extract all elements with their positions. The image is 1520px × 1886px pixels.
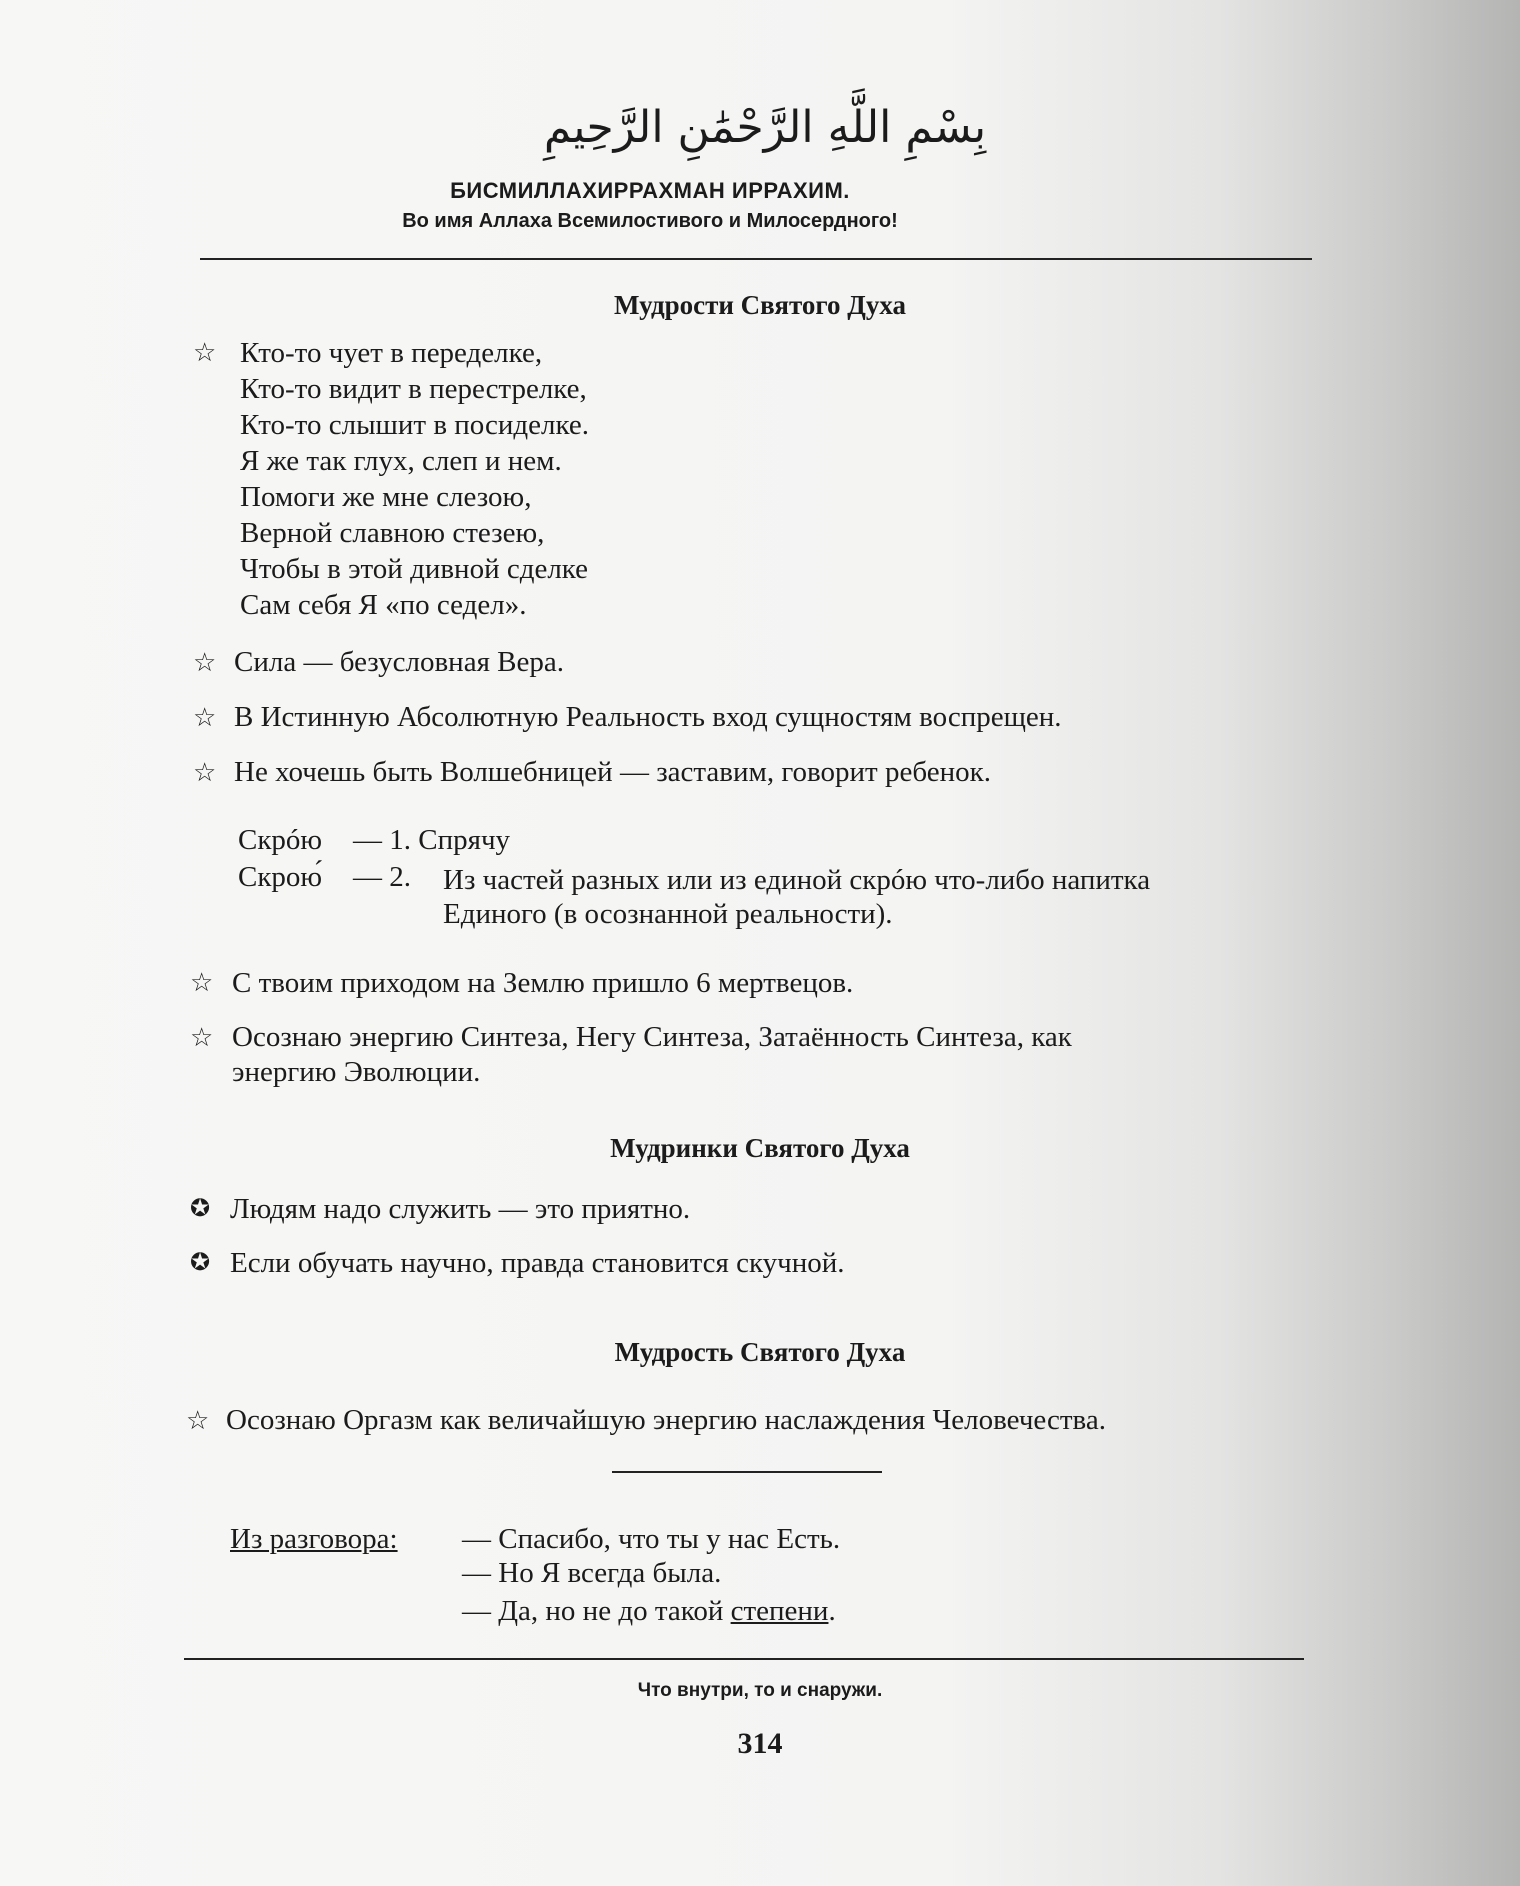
- definition-label: — 2.: [353, 861, 411, 893]
- wheel-icon: ✪: [190, 1196, 211, 1222]
- poem-line: Кто-то слышит в посиделке.: [240, 409, 589, 441]
- definition-text: Единого (в осознанной реальности).: [443, 898, 893, 930]
- conversation-text: — Да, но не до такой: [462, 1595, 731, 1627]
- poem-line: Помоги же мне слезою,: [240, 481, 532, 513]
- star-icon: ☆: [190, 968, 214, 997]
- header-divider: [200, 258, 1312, 260]
- section-title-wisdom-bits: Мудринки Святого Духа: [610, 1133, 910, 1163]
- saying-text: Если обучать научно, правда становится скучной.: [230, 1247, 845, 1279]
- saying-text: Сила — безусловная Вера.: [234, 646, 565, 678]
- saying-text: С твоим приходом на Землю пришло 6 мертвецов.: [232, 967, 854, 999]
- wheel-icon: ✪: [190, 1250, 211, 1276]
- conversation-text: .: [828, 1595, 836, 1627]
- conversation-line: — Но Я всегда была.: [462, 1557, 722, 1589]
- poem-line: Сам себя Я «по седел».: [240, 589, 527, 621]
- header-title: БИСМИЛЛАХИРРАХМАН ИРРАХИМ.: [450, 178, 850, 203]
- saying-text: В Истинную Абсолютную Реальность вход сущностям воспрещен.: [234, 701, 1062, 733]
- poem-line: Чтобы в этой дивной сделке: [240, 553, 589, 585]
- definition-text: — 1. Спрячу: [353, 824, 511, 856]
- poem-line: Кто-то чует в переделке,: [240, 337, 543, 369]
- star-icon: ☆: [193, 338, 217, 367]
- underlined-word: степени: [730, 1595, 829, 1627]
- conversation-label: Из разговора:: [230, 1523, 398, 1555]
- bismillah-arabic-text: بِسْمِ اللَّهِ الرَّحْمَٰنِ الرَّحِيمِ: [543, 102, 987, 153]
- header-subtitle: Во имя Аллаха Всемилостивого и Милосердного!: [402, 210, 898, 232]
- saying-text: энергию Эволюции.: [232, 1056, 481, 1088]
- footer-motto: Что внутри, то и снаружи.: [637, 1680, 883, 1701]
- bismillah-calligraphy: [543, 80, 987, 170]
- definition-word: Скрою́: [238, 861, 323, 893]
- poem-line: Кто-то видит в перестрелке,: [240, 373, 587, 405]
- section-title-wisdoms: Мудрости Святого Духа: [614, 290, 906, 320]
- star-icon: ☆: [193, 758, 217, 787]
- star-icon: ☆: [186, 1406, 210, 1435]
- saying-text: Осознаю Оргазм как величайшую энергию наслаждения Человечества.: [226, 1404, 1106, 1436]
- poem-line: Я же так глух, слеп и нем.: [240, 445, 562, 477]
- saying-text: Осознаю энергию Синтеза, Негу Синтеза, Затаённость Синтеза, как: [232, 1021, 1072, 1053]
- footer-divider: [184, 1658, 1304, 1660]
- conversation-line: — Спасибо, что ты у нас Есть.: [462, 1523, 841, 1555]
- page-number: 314: [737, 1727, 783, 1760]
- section-divider: [612, 1471, 882, 1473]
- section-title-wisdom: Мудрость Святого Духа: [614, 1337, 906, 1367]
- conversation-line: [462, 1594, 836, 1629]
- poem-line: Верной славною стезею,: [240, 517, 545, 549]
- star-icon: ☆: [193, 703, 217, 732]
- star-icon: ☆: [190, 1023, 214, 1052]
- definition-text: Из частей разных или из единой скрóю что-либо напитка: [443, 864, 1151, 896]
- saying-text: Людям надо служить — это приятно.: [230, 1193, 691, 1225]
- definition-word: Скрóю: [238, 824, 323, 856]
- star-icon: ☆: [193, 648, 217, 677]
- saying-text: Не хочешь быть Волшебницей — заставим, говорит ребенок.: [234, 756, 991, 788]
